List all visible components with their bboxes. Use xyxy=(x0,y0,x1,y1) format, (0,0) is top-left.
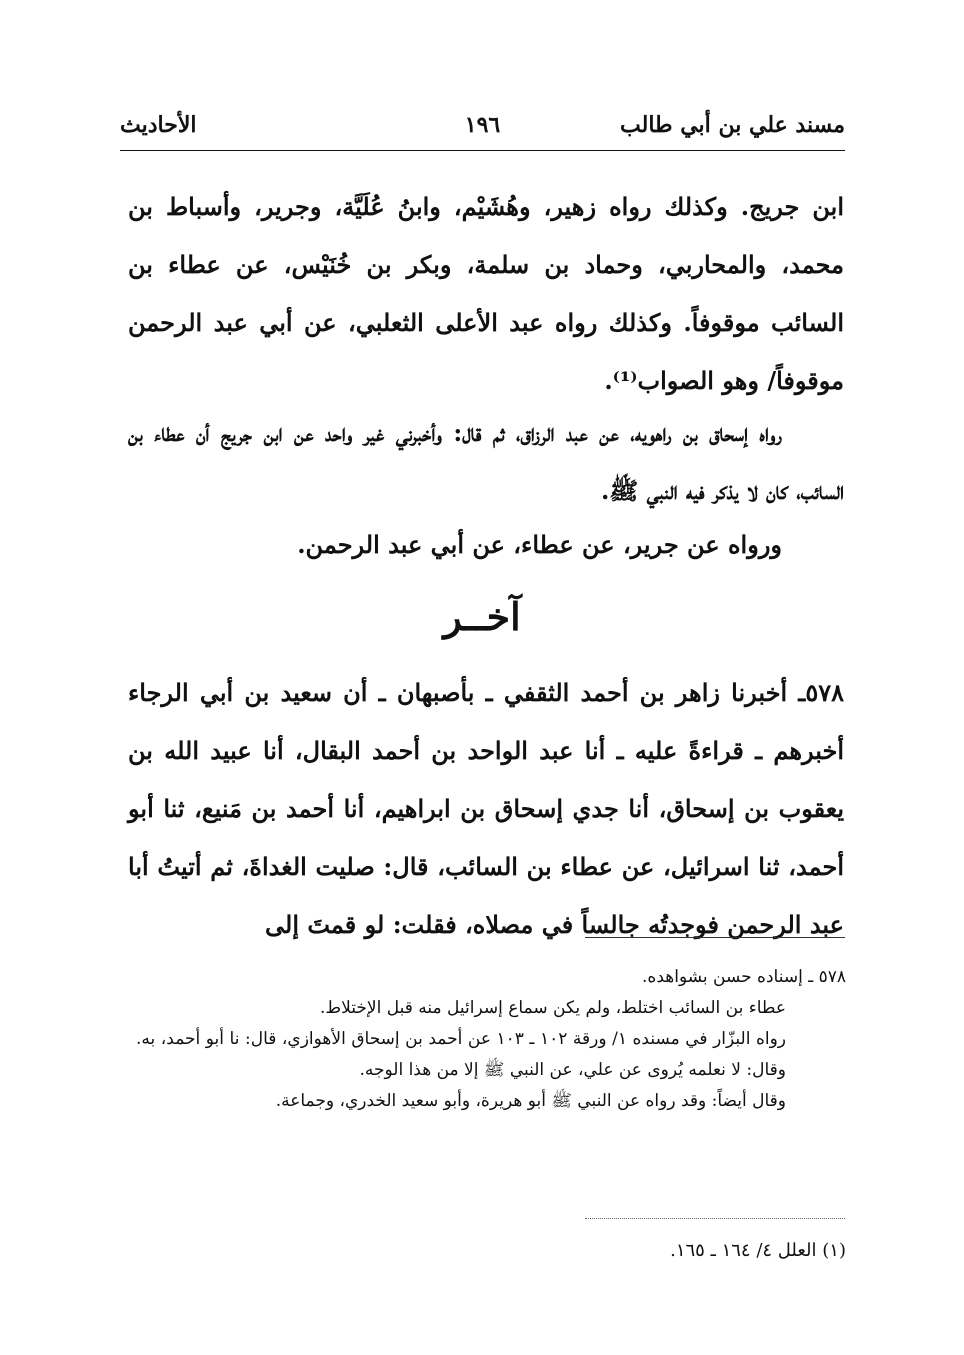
paragraph-2 xyxy=(128,404,844,520)
paragraph-1: ابن جريج. وكذلك رواه زهير، وهُشَيْم، وابنُ عُلَيَّة، وجرير، وأسباط بن محمد، والمحاربي، وحماد بن سلمة، وبكر بن خُنَيْس، عن عطاء بن السائب موقوفاً. وكذلك رواه عبد الأعلى الثعلبي، عن أبي عبد الرحمن موقوفاً/ وهو الصواب⁽¹⁾. xyxy=(128,192,845,395)
footnotes xyxy=(136,962,846,1117)
paragraph-3: ورواه عن جرير، عن عطاء، عن أبي عبد الرحمن. xyxy=(297,530,782,559)
book-title: مسند علي بن أبي طالب xyxy=(620,112,845,138)
footnote-line-3: رواه البزّار في مسنده ١/ ورقة ١٠٢ ـ ١٠٣ عن أحمد بن إسحاق الأهوازي، قال: نا أبو أحمد، به. وقال: لا نعلمه يُروى عن علي، عن النبي ﷺ إلا من هذا الوجه. xyxy=(136,1029,786,1080)
footnote-1: (١) العلل ٤/ ١٦٤ ـ ١٦٥. xyxy=(670,1240,846,1261)
footnote-line-1: ٥٧٨ ـ إسناده حسن بشواهده. xyxy=(642,967,846,987)
page-number: ١٩٦ xyxy=(464,112,501,138)
footnote-line-2: عطاء بن السائب اختلط، ولم يكن سماع إسرائيل منه قبل الإختلاط. xyxy=(319,998,786,1018)
footnote-line-4: وقال أيضاً: وقد رواه عن النبي ﷺ أبو هريرة، وأبو سعيد الخدري، وجماعة. xyxy=(275,1091,786,1111)
paragraph-2-text: رواه إسحاق بن راهويه، عن عبد الرزاق، ثم قال: وأخبرني غير واحد عن ابن جريج أن عطاء بن السائب، كان لا يذكر فيه النبي ﷺ. xyxy=(128,418,844,505)
section-heading: آخــر xyxy=(443,594,521,639)
footnote-rule xyxy=(585,937,845,938)
header-rule xyxy=(120,150,845,151)
section-title: الأحاديث xyxy=(120,112,197,138)
hadith-578: ٥٧٨ـ أخبرنا زاهر بن أحمد الثقفي ـ بأصبهان ـ أن سعيد بن أبي الرجاء أخبرهم ـ قراءةً عليه ـ أنا عبد الواحد بن أحمد البقال، أنا عبيد الله بن يعقوب بن إسحاق، أنا جدي إسحاق بن ابراهيم، أنا أحمد بن مَنيع، ثنا أبو أحمد، ثنا اسرائيل، عن عطاء بن السائب، قال: صليت الغداةَ، ثم أتيتُ أبا عبد الرحمن فوجدتُه جالساً في مصلاه، فقلت: لو قمتَ إلى xyxy=(128,678,844,939)
running-header xyxy=(120,112,845,148)
dotted-rule xyxy=(585,1218,845,1219)
